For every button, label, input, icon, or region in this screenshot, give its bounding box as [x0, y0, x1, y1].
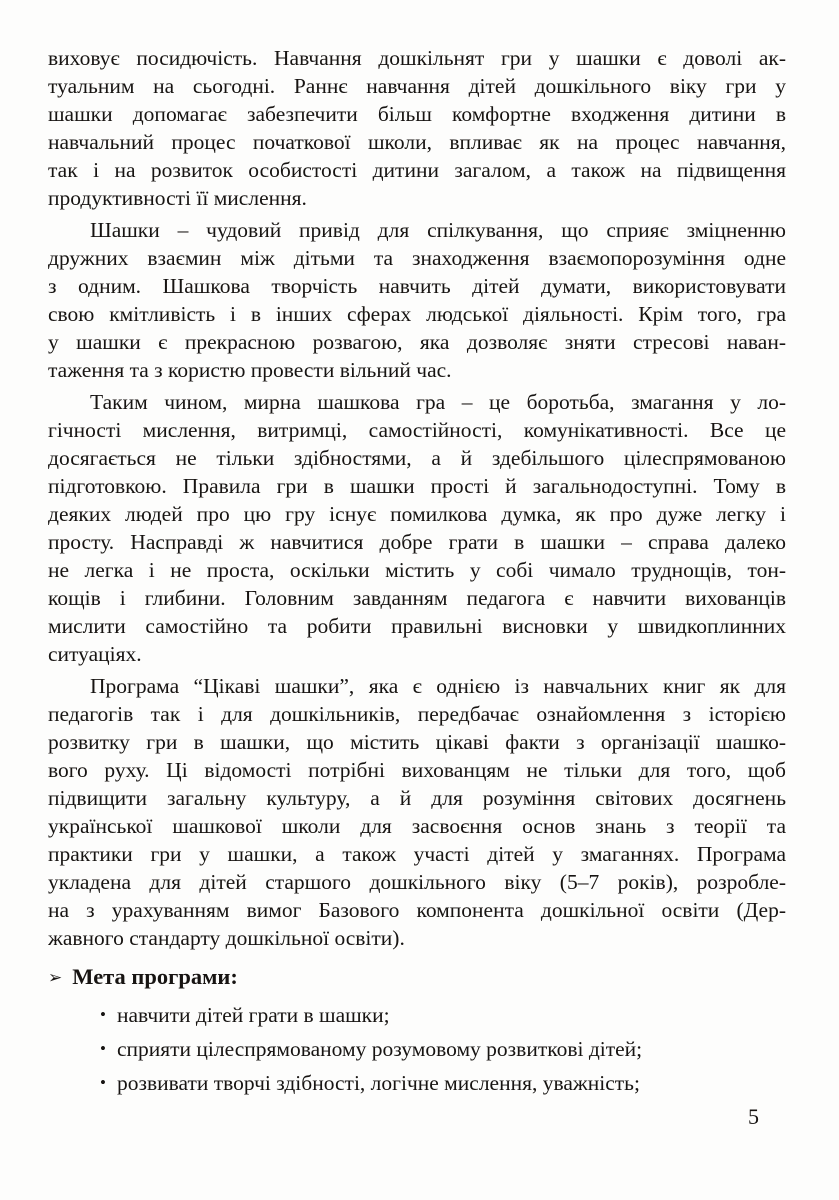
- text-line: деяких людей про цю гру існує помилкова думка, як про дуже легку і: [48, 502, 786, 526]
- text-line: продуктивності її мислення.: [48, 186, 307, 210]
- text-line: з одним. Шашкова творчість навчить дітей думати, використовувати: [48, 274, 786, 298]
- page-number: 5: [748, 1104, 759, 1129]
- text-line: Програма “Цікаві шашки”, яка є однією із навчальних книг як для: [90, 674, 786, 698]
- text-line: так і на розвиток особистості дитини загалом, а також на підвищення: [48, 158, 786, 182]
- arrow-bullet-icon: ➢: [48, 968, 63, 988]
- text-line: просту. Насправді ж навчитися добре грати в шашки – справа далеко: [48, 530, 786, 554]
- goal-list: [48, 999, 786, 1101]
- body-text: [48, 44, 786, 952]
- bullet-icon: •: [100, 1073, 106, 1092]
- text-line: дружних взаємин між дітьми та знаходження взаємопорозуміння одне: [48, 246, 786, 270]
- text-line: таження та з користю провести вільний час.: [48, 358, 452, 382]
- text-line: вого руху. Ці відомості потрібні вихованцям не тільки для того, щоб: [48, 758, 786, 782]
- text-line: навчальний процес початкової школи, впливає як на процес навчання,: [48, 130, 786, 154]
- goal-item: [100, 1067, 786, 1101]
- text-line: свою кмітливість і в інших сферах людської діяльності. Крім того, гра: [48, 302, 786, 326]
- text-line: ситуаціях.: [48, 642, 142, 666]
- paragraph: [48, 388, 786, 668]
- section-heading-label: Мета програми:: [72, 964, 238, 989]
- text-line: підготовкою. Правила гри в шашки прості й загальнодоступні. Тому в: [48, 474, 786, 498]
- text-line: практики гри у шашки, а також участі дітей у змаганнях. Програма: [48, 842, 786, 866]
- text-line: на з урахуванням вимог Базового компонента дошкільної освіти (Дер-: [48, 898, 786, 922]
- text-line: кощів і глибини. Головним завданням педагога є навчити вихованців: [48, 586, 786, 610]
- goal-item-label: сприяти цілеспрямованому розумовому розвиткові дітей;: [116, 1037, 643, 1061]
- paragraph: [48, 216, 786, 384]
- goal-item: [100, 1033, 786, 1067]
- text-line: досягається не тільки здібностями, а й здебільшого цілеспрямованою: [48, 446, 786, 470]
- section-heading: [48, 962, 786, 994]
- paragraph: [48, 44, 786, 212]
- goals-section: [48, 962, 786, 1101]
- text-line: жавного стандарту дошкільної освіти).: [48, 926, 405, 950]
- paragraph: [48, 672, 786, 952]
- text-line: української шашкової школи для засвоєння основ знань з теорії та: [48, 814, 786, 838]
- goal-item-label: навчити дітей грати в шашки;: [116, 1003, 390, 1027]
- text-line: педагогів так і для дошкільників, передбачає ознайомлення з історією: [48, 702, 786, 726]
- text-line: підвищити загальну культуру, а й для розуміння світових досягнень: [48, 786, 786, 810]
- bullet-icon: •: [100, 1039, 106, 1058]
- text-line: Таким чином, мирна шашкова гра – це боротьба, змагання у ло-: [90, 390, 786, 414]
- text-line: у шашки є прекрасною розвагою, яка дозволяє зняти стресові наван-: [48, 330, 786, 354]
- text-line: шашки допомагає забезпечити більш комфортне входження дитини в: [48, 102, 786, 126]
- text-line: туальним на сьогодні. Раннє навчання дітей дошкільного віку гри у: [48, 74, 786, 98]
- text-line: гічності мислення, витримці, самостійності, комунікативності. Все це: [48, 418, 786, 442]
- bullet-icon: •: [100, 1005, 106, 1024]
- text-line: виховує посидючість. Навчання дошкільнят гри у шашки є доволі ак-: [48, 46, 786, 70]
- text-line: не легка і не проста, оскільки містить у собі чимало труднощів, тон-: [48, 558, 786, 582]
- text-line: мислити самостійно та робити правильні висновки у швидкоплинних: [48, 614, 786, 638]
- goal-item-label: розвивати творчі здібності, логічне мислення, уважність;: [116, 1071, 640, 1095]
- text-line: Шашки – чудовий привід для спілкування, що сприяє зміцненню: [90, 218, 786, 242]
- goal-item: [100, 999, 786, 1033]
- text-line: розвитку гри в шашки, що містить цікаві факти з організації шашко-: [48, 730, 786, 754]
- text-line: укладена для дітей старшого дошкільного віку (5–7 років), розробле-: [48, 870, 786, 894]
